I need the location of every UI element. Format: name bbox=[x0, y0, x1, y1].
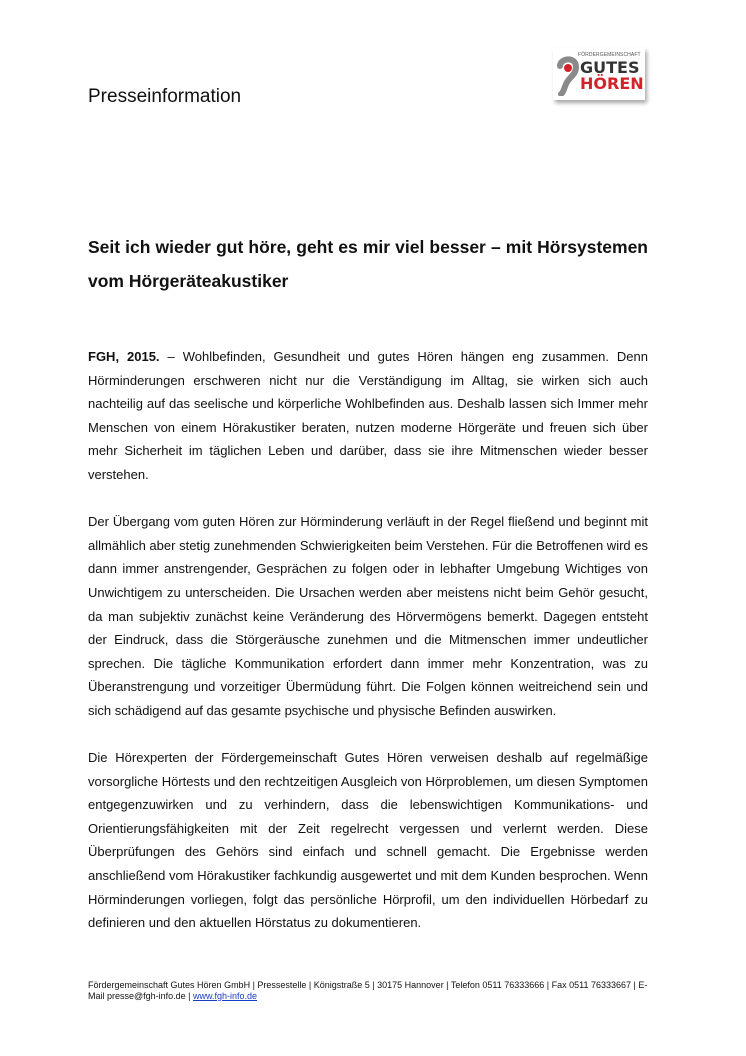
website-link[interactable]: www.fgh-info.de bbox=[193, 991, 258, 1001]
paragraph-2: Der Übergang vom guten Hören zur Hörminderung verläuft in der Regel fließend und beginnt mit allmählich aber stetig zunehmenden Schwierigkeiten beim Verstehen. Für die Betroffenen wird es dann immer anstrengender, Gesprächen zu folgen oder in lebhafter Umgebung Wichtiges von Unwichtigem zu unterscheiden. Die Ursachen werden aber meistens nicht beim Gehör gesucht, da man subjektiv zunächst keine Veränderung des Hörvermögens bemerkt. Dagegen entsteht der Eindruck, dass die Störgeräusche zunehmen und die Mitmenschen immer undeutlicher sprechen. Die tägliche Kommunikation erfordert dann immer mehr Konzentration, was zu Überanstrengung und vorzeitiger Übermüdung führt. Die Folgen können weitreichend sein und sich schädigend auf das gesamte psychische und physische Befinden auswirken. bbox=[88, 514, 648, 718]
dateline: FGH, 2015. bbox=[88, 349, 160, 364]
footer bbox=[88, 980, 648, 1002]
paragraph-1-text: – Wohlbefinden, Gesundheit und gutes Hören hängen eng zusammen. Denn Hörminderungen erschweren nicht nur die Verständigung im Alltag, sie wirken sich auch nachteilig auf das seelische und körperliche Wohlbefinden aus. Deshalb lassen sich Immer mehr Menschen von einem Hörakustiker beraten, nutzen moderne Hörgeräte und freuen sich über mehr Sicherheit im täglichen Leben und darüber, dass sie ihre Mitmenschen wieder besser verstehen. bbox=[88, 349, 648, 482]
paragraph-1 bbox=[88, 345, 648, 487]
logo-small-text: FÖRDERGEMEINSCHAFT bbox=[578, 52, 641, 58]
logo-word-gutes: GUTES bbox=[580, 58, 640, 77]
fgh-logo bbox=[553, 48, 645, 100]
footer-contact: Fördergemeinschaft Gutes Hören GmbH | Pressestelle | Königstraße 5 | 30175 Hannover | Telefon 0511 76333666 | Fax 0511 76333667 | E-Mail presse@fgh-info.de | bbox=[88, 980, 648, 1001]
article-body bbox=[88, 345, 648, 958]
ear-icon bbox=[557, 56, 579, 96]
page-header-title: Presseinformation bbox=[88, 86, 242, 107]
headline: Seit ich wieder gut höre, geht es mir viel besser – mit Hörsystemen vom Hörgeräteakustiker bbox=[88, 237, 648, 291]
logo-word-hoeren: HÖREN bbox=[580, 74, 644, 93]
paragraph-3: Die Hörexperten der Fördergemeinschaft Gutes Hören verweisen deshalb auf regelmäßige vorsorgliche Hörtests und den rechtzeitigen Ausgleich von Hörproblemen, um diesen Symptomen entgegenzuwirken und zu verhindern, dass die lebenswichtigen Kommunikations- und Orientierungsfähigkeiten mit der Zeit regelrecht vergessen und verlernt werden. Diese Überprüfungen des Gehörs sind einfach und schnell gemacht. Die Ergebnisse werden anschließend vom Hörakustiker fachkundig ausgewertet und mit dem Kunden besprochen. Wenn Hörminderungen vorliegen, folgt das persönliche Hörprofil, um den individuellen Hörbedarf zu definieren und den aktuellen Hörstatus zu dokumentieren. bbox=[88, 750, 649, 931]
